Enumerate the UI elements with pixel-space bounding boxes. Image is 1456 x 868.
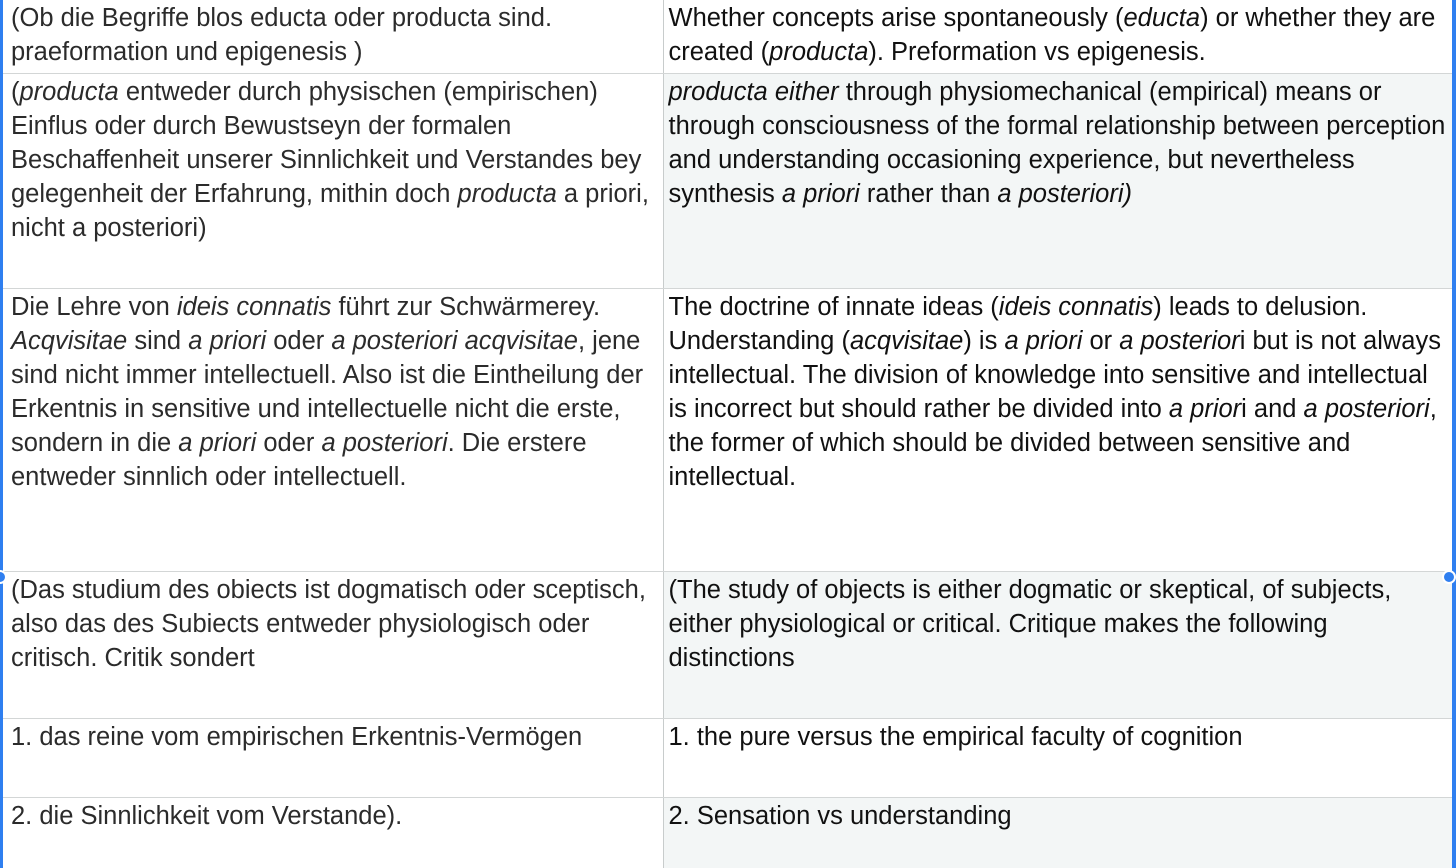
english-text: 2. Sensation vs understanding: [668, 802, 1012, 830]
table-row: [3, 289, 1452, 572]
german-italic-text: a priori: [188, 327, 267, 355]
german-cell[interactable]: [3, 0, 663, 74]
german-text: oder: [266, 327, 332, 355]
english-text: rather than: [859, 180, 998, 208]
english-text: ) leads to delusion. Understanding (: [668, 293, 1368, 355]
german-text: oder: [256, 429, 322, 457]
english-text: i and: [1241, 395, 1304, 423]
english-italic-text: a posterior: [1119, 327, 1240, 355]
english-cell[interactable]: [663, 719, 1452, 798]
english-text: or: [1082, 327, 1120, 355]
translation-table[interactable]: [3, 0, 1452, 868]
table-row: [3, 0, 1452, 74]
english-cell[interactable]: [663, 572, 1452, 719]
german-italic-text: producta: [19, 78, 119, 106]
english-italic-text: a posteriori): [997, 180, 1132, 208]
german-text: (Ob die Begriffe blos educta oder producta sind. praeformation und epigenesis ): [11, 4, 553, 66]
english-cell[interactable]: [663, 798, 1452, 868]
table-row: [3, 572, 1452, 719]
english-italic-text: a priori: [1004, 327, 1083, 355]
table-selection-edge-right[interactable]: [1452, 0, 1456, 868]
english-text: (The study of objects is either dogmatic or skeptical, of subjects, either physiological or critical. Critique makes the following distinctions: [668, 576, 1392, 672]
german-text: 2. die Sinnlichkeit vom Verstande).: [11, 802, 403, 830]
german-cell[interactable]: [3, 798, 663, 868]
english-cell[interactable]: [663, 74, 1452, 289]
table-row: [3, 798, 1452, 868]
english-italic-text: ideis connatis: [998, 293, 1154, 321]
english-cell[interactable]: [663, 289, 1452, 572]
german-italic-text: a posteriori acqvisitae: [331, 327, 578, 355]
english-text: ) or whether they are created (: [668, 4, 1436, 66]
english-text: i but is not always intellectual. The division of knowledge into sensitive and intellectual is incorrect but should rather be divided into: [668, 327, 1441, 423]
german-italic-text: Acqvisitae: [11, 327, 128, 355]
german-text: 1. das reine vom empirischen Erkentnis-Vermögen: [11, 723, 583, 751]
selection-handle-right[interactable]: [1442, 570, 1456, 584]
english-italic-text: producta either: [668, 78, 839, 106]
german-text: a priori, nicht a posteriori): [11, 180, 649, 242]
english-italic-text: a prior: [1168, 395, 1242, 423]
table-row: [3, 719, 1452, 798]
german-text: Die Lehre von: [11, 293, 177, 321]
german-text: entweder durch physischen (empirischen) Einflus oder durch Bewustseyn der formalen Beschaffenheit unserer Sinnlichkeit und Verstandes bey gelegenheit der Erfahrung, mithin doch: [11, 78, 642, 208]
english-italic-text: educta: [1123, 4, 1201, 32]
german-cell[interactable]: [3, 289, 663, 572]
german-italic-text: ideis connatis: [176, 293, 332, 321]
german-cell[interactable]: [3, 719, 663, 798]
german-text: sind: [127, 327, 189, 355]
english-italic-text: acqvisitae: [849, 327, 964, 355]
english-italic-text: a priori: [781, 180, 860, 208]
english-italic-text: a posteriori: [1303, 395, 1430, 423]
german-text: . Die erstere entweder sinnlich oder intellectuell.: [11, 429, 587, 491]
german-cell[interactable]: [3, 74, 663, 289]
english-text: Whether concepts arise spontaneously (: [668, 4, 1124, 32]
german-italic-text: producta: [457, 180, 557, 208]
german-text: (: [11, 78, 20, 106]
german-italic-text: a posteriori: [321, 429, 448, 457]
german-text: (Das studium des obiects ist dogmatisch oder sceptisch, also das des Subiects entweder physiologisch oder critisch. Critik sondert: [11, 576, 646, 672]
english-italic-text: producta: [769, 38, 869, 66]
english-text: ) is: [963, 327, 1005, 355]
german-cell[interactable]: [3, 572, 663, 719]
english-text: , the former of which should be divided between sensitive and intellectual.: [668, 395, 1437, 491]
german-italic-text: a priori: [178, 429, 257, 457]
english-text: through physiomechanical (empirical) means or through consciousness of the formal relationship between perception and understanding occasioning experience, but nevertheless synthesis: [668, 78, 1446, 208]
table-row: [3, 74, 1452, 289]
german-text: , jene sind nicht immer intellectuell. Also ist die Eintheilung der Erkentnis in sensitive und intellectuelle nicht die erste, sondern in die: [11, 327, 644, 457]
english-text: 1. the pure versus the empirical faculty of cognition: [668, 723, 1243, 751]
german-text: führt zur Schwärmerey.: [331, 293, 601, 321]
english-text: The doctrine of innate ideas (: [668, 293, 999, 321]
english-cell[interactable]: [663, 0, 1452, 74]
english-text: ). Preformation vs epigenesis.: [868, 38, 1206, 66]
